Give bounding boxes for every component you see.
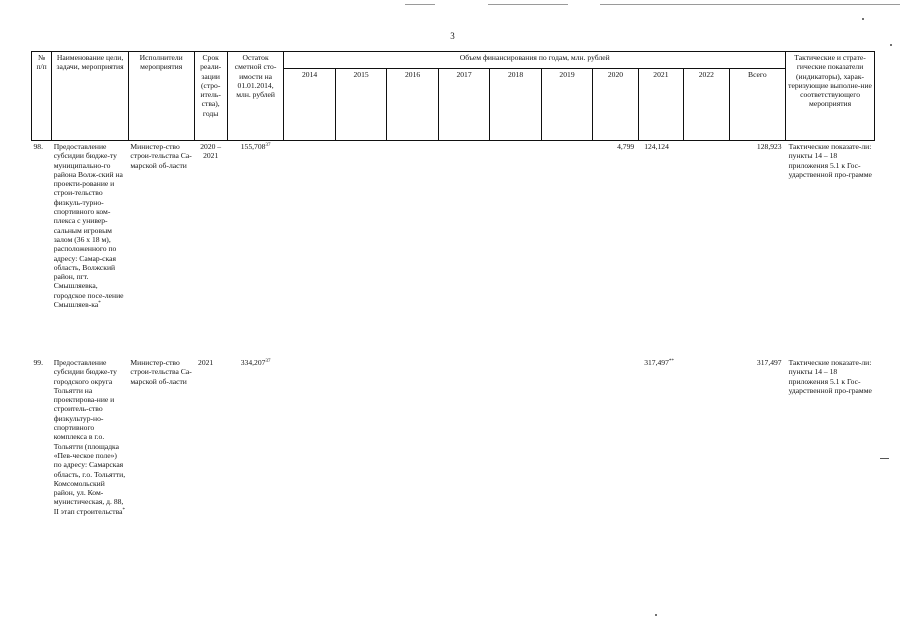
header-year-2015: 2015 [335,68,386,140]
program-table [31,51,875,569]
row-year-2017 [438,357,489,569]
row-name: Предоставление субсидии бюдже-ту муниципально-го района Волж-ский на проекти-рование и строи-тельство физкуль-турно-спортивного ком-плекса с универ-сальным игровым залом (36 х 18 м), расположенного по адресу: Самар-ская область, Волжский район, пгт. Смышляевка, городское посе-ление Смышляев-ка* [53,142,124,310]
row-year-2015 [335,141,386,358]
row-period: 2021 [198,358,214,367]
row-year-2020: 4,799 [617,142,635,151]
header-remaining: Остаток сметной сто-имости на 01.01.2014, млн. рублей [227,52,284,141]
row-year-2016 [387,141,438,358]
scan-artifact-dot [655,614,657,616]
header-year-2022: 2022 [684,68,729,140]
header-year-2016: 2016 [387,68,438,140]
row-remaining: 155,708$^{37}$ [240,142,271,151]
row-year-2016 [387,357,438,569]
header-year-2014: 2014 [284,68,335,140]
row-total: 317,497 [756,358,782,367]
row-year-2015 [335,357,386,569]
header-executors: Исполнители мероприятия [128,52,194,141]
header-indicators: Тактические и страте-гические показатели (индикаторы), харак-теризующие выполне-ние соответствующего мероприятия [786,52,875,141]
row-num: 99. [33,358,43,367]
scan-artifact-line [405,4,435,5]
row-year-2014 [284,141,335,358]
row-executor: Министер-ство строи-тельства Са-марской об-ласти [130,142,192,170]
row-period: 2020 – 2021 [200,142,222,161]
header-year-2017: 2017 [438,68,489,140]
scan-artifact-dot [890,44,892,46]
header-period: Срок реали-зации (стро-итель-ства), годы [194,52,227,141]
table-header [32,52,875,141]
header-year-2021: 2021 [638,68,683,140]
row-indicators: Тактические показате-ли: пункты 14 – 18 приложения 5.1 к Гос-ударственной про-грамме [788,142,872,179]
row-year-2022 [684,357,729,569]
row-year-2021: 317,497** [644,358,674,367]
row-year-2021: 124,124 [644,142,669,151]
table-row [32,357,875,569]
scan-artifact-line [488,4,568,5]
row-num: 98. [33,142,43,151]
header-name: Наименование цели, задачи, мероприятия [52,52,129,141]
header-year-2018: 2018 [490,68,541,140]
row-year-2019 [541,141,592,358]
page-number: 3 [450,31,455,41]
row-executor: Министер-ство строи-тельства Са-марской об-ласти [130,358,192,386]
header-year-2020: 2020 [593,68,638,140]
header-total: Всего [729,68,786,140]
row-year-2018 [490,141,541,358]
row-name: Предоставление субсидии бюдже-ту городского округа Тольятти на проектирова-ние и строитель-ство физкультур-но-спортивного комплекса в г.о. Тольятти (площадка «Пев-ческое поле») по адресу: Самарская область, г.о. Тольятти, Комсомольский район, ул. Ком-мунистическая, д. 88, II этап строительства* [53,358,126,516]
row-total: 128,923 [756,142,782,151]
table-row [32,141,875,358]
row-year-2014 [284,357,335,569]
row-remaining: 334,207$^{37}$ [240,358,271,367]
row-year-2022 [684,141,729,358]
row-year-2020 [593,357,638,569]
row-year-2019 [541,357,592,569]
header-year-2019: 2019 [541,68,592,140]
row-year-2017 [438,141,489,358]
scan-artifact-line [600,4,900,5]
scan-artifact-dot [862,18,864,20]
scan-artifact-line [880,458,889,459]
header-funding: Объем финансирования по годам, млн. рублей [284,52,786,69]
header-num: № п/п [32,52,52,141]
row-year-2018 [490,357,541,569]
row-indicators: Тактические показате-ли: пункты 14 – 18 приложения 5.1 к Гос-ударственной про-грамме [788,358,872,395]
